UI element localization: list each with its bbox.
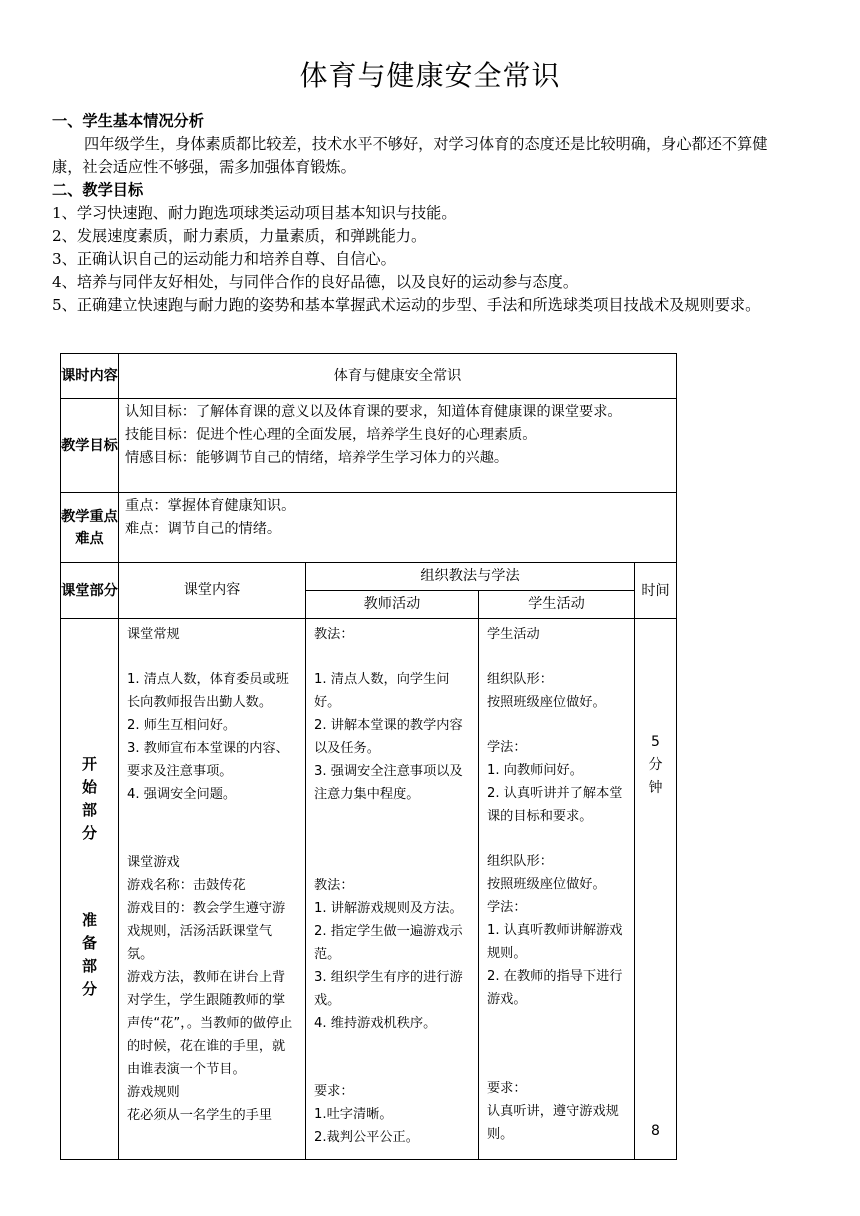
content-line: 2. 师生互相问好。 xyxy=(127,718,237,733)
section-heading-analysis: 一、学生基本情况分析 xyxy=(52,112,204,130)
student-line: 认真听讲，遵守游戏规则。 xyxy=(487,1104,619,1142)
student-line: 1. 向教师问好。 xyxy=(487,763,583,778)
teacher-line: 1. 清点人数，向学生问好。 xyxy=(314,672,450,710)
teacher-line: 3. 强调安全注意事项以及注意力集中程度。 xyxy=(314,764,463,802)
page-title: 体育与健康安全常识 xyxy=(299,59,561,92)
student-line: 学法： xyxy=(487,900,527,915)
header-time: 时间 xyxy=(635,563,677,619)
time-start: 5分钟 xyxy=(648,734,663,796)
goal-key: 情感目标： xyxy=(125,450,196,466)
teacher-line: 3. 组织学生有序的进行游戏。 xyxy=(314,970,463,1008)
lesson-content-value: 体育与健康安全常识 xyxy=(119,354,677,399)
goal-line xyxy=(125,447,670,470)
label-text: 课时内容 xyxy=(61,368,118,384)
table-header-row xyxy=(61,563,677,591)
content-line: 课堂常规 xyxy=(127,627,180,642)
student-line: 组织队形： xyxy=(487,854,553,869)
lesson-plan-table xyxy=(60,353,677,1160)
student-line: 学生活动 xyxy=(487,627,540,642)
goal-text: 了解体育课的意义以及体育课的要求，知道体育健康课的课堂要求。 xyxy=(195,404,622,420)
part-label-start: 开始部分 xyxy=(81,755,97,842)
teacher-line: 2.裁判公平公正。 xyxy=(314,1130,419,1145)
goal-key: 认知目标： xyxy=(125,404,196,420)
content-line: 游戏规则 xyxy=(127,1085,180,1100)
goal-item: 1、学习快速跑、耐力跑选项球类运动项目基本知识与技能。 xyxy=(52,204,457,222)
teacher-line: 教法： xyxy=(314,627,354,642)
table-row xyxy=(61,493,677,563)
teacher-line: 要求： xyxy=(314,1084,354,1099)
goal-item: 2、发展速度素质，耐力素质，力量素质，和弹跳能力。 xyxy=(52,227,427,245)
header-student: 学生活动 xyxy=(479,591,635,619)
student-line: 组织队形： xyxy=(487,672,553,687)
content-line: 课堂游戏 xyxy=(127,855,180,870)
teacher-cell xyxy=(306,619,479,1160)
table-row xyxy=(61,619,677,1160)
table-row xyxy=(61,354,677,399)
keys-cell xyxy=(119,493,677,563)
teacher-line: 2. 指定学生做一遍游戏示范。 xyxy=(314,924,463,962)
student-line: 2. 认真听讲并了解本堂课的目标和要求。 xyxy=(487,786,623,824)
document-body xyxy=(52,110,797,317)
goal-text: 能够调节自己的情绪，培养学生学习体力的兴趣。 xyxy=(195,450,509,466)
content-cell xyxy=(119,619,306,1160)
time-cell xyxy=(635,619,677,1160)
content-line: 花必须从一名学生的手里 xyxy=(127,1108,273,1123)
teacher-line: 1.吐字清晰。 xyxy=(314,1107,393,1122)
analysis-paragraph: 四年级学生，身体素质都比较差，技术水平不够好，对学习体育的态度还是比较明确，身心都还不算健康，社会适应性不够强，需多加强体育锻炼。 xyxy=(52,135,768,176)
goal-key: 技能目标： xyxy=(125,427,196,443)
content-line: 1. 清点人数，体育委员或班长向教师报告出勤人数。 xyxy=(127,672,289,710)
content-line: 游戏目的：教会学生遵守游戏规则，活汤活跃课堂气氛。 xyxy=(127,901,286,962)
student-line: 要求： xyxy=(487,1081,527,1096)
header-method: 组织教法与学法 xyxy=(306,563,635,591)
table-row xyxy=(61,399,677,493)
difficult-point: 难点：调节自己的情绪。 xyxy=(125,521,282,537)
header-part: 课堂部分 xyxy=(61,563,119,619)
teacher-line: 2. 讲解本堂课的教学内容以及任务。 xyxy=(314,718,463,756)
row-label-keys: 教学重点难点 xyxy=(61,493,119,563)
goal-item: 3、正确认识自己的运动能力和培养自尊、自信心。 xyxy=(52,250,396,268)
student-line: 学法： xyxy=(487,740,527,755)
row-label-goals: 教学目标 xyxy=(61,399,119,493)
content-line: 3. 教师宣布本堂课的内容、要求及注意事项。 xyxy=(127,741,289,779)
part-cell xyxy=(61,619,119,1160)
teacher-line: 1. 讲解游戏规则及方法。 xyxy=(314,901,463,916)
content-line: 游戏方法，教师在讲台上背对学生，学生跟随教师的掌声传“花”，。当教师的做停止的时候，花在谁的手里，就由谁表演一个节目。 xyxy=(127,970,293,1077)
row-label-content xyxy=(61,354,119,399)
header-content: 课堂内容 xyxy=(119,563,306,619)
goal-line xyxy=(125,424,670,447)
time-prep: 8 xyxy=(651,1123,660,1139)
teacher-line: 教法： xyxy=(314,878,354,893)
goal-line xyxy=(125,401,670,424)
key-point: 重点：掌握体育健康知识。 xyxy=(125,498,296,514)
content-line: 4. 强调安全问题。 xyxy=(127,787,237,802)
goal-item: 4、培养与同伴友好相处，与同伴合作的良好品德，以及良好的运动参与态度。 xyxy=(52,273,579,291)
goal-item: 5、正确建立快速跑与耐力跑的姿势和基本掌握武术运动的步型、手法和所选球类项目技战术及规则要求。 xyxy=(52,296,761,314)
goal-text: 促进个性心理的全面发展，培养学生良好的心理素质。 xyxy=(195,427,537,443)
student-line: 按照班级座位做好。 xyxy=(487,877,606,892)
header-teacher: 教师活动 xyxy=(306,591,479,619)
teacher-line: 4. 维持游戏机秩序。 xyxy=(314,1016,437,1031)
student-line: 按照班级座位做好。 xyxy=(487,695,606,710)
section-heading-goals: 二、教学目标 xyxy=(52,181,144,199)
goals-cell xyxy=(119,399,677,493)
student-line: 1. 认真听教师讲解游戏规则。 xyxy=(487,923,623,961)
part-label-prep: 准备部分 xyxy=(81,911,97,998)
student-line: 2. 在教师的指导下进行游戏。 xyxy=(487,969,623,1007)
student-cell xyxy=(479,619,635,1160)
content-line: 游戏名称：击鼓传花 xyxy=(127,878,246,893)
